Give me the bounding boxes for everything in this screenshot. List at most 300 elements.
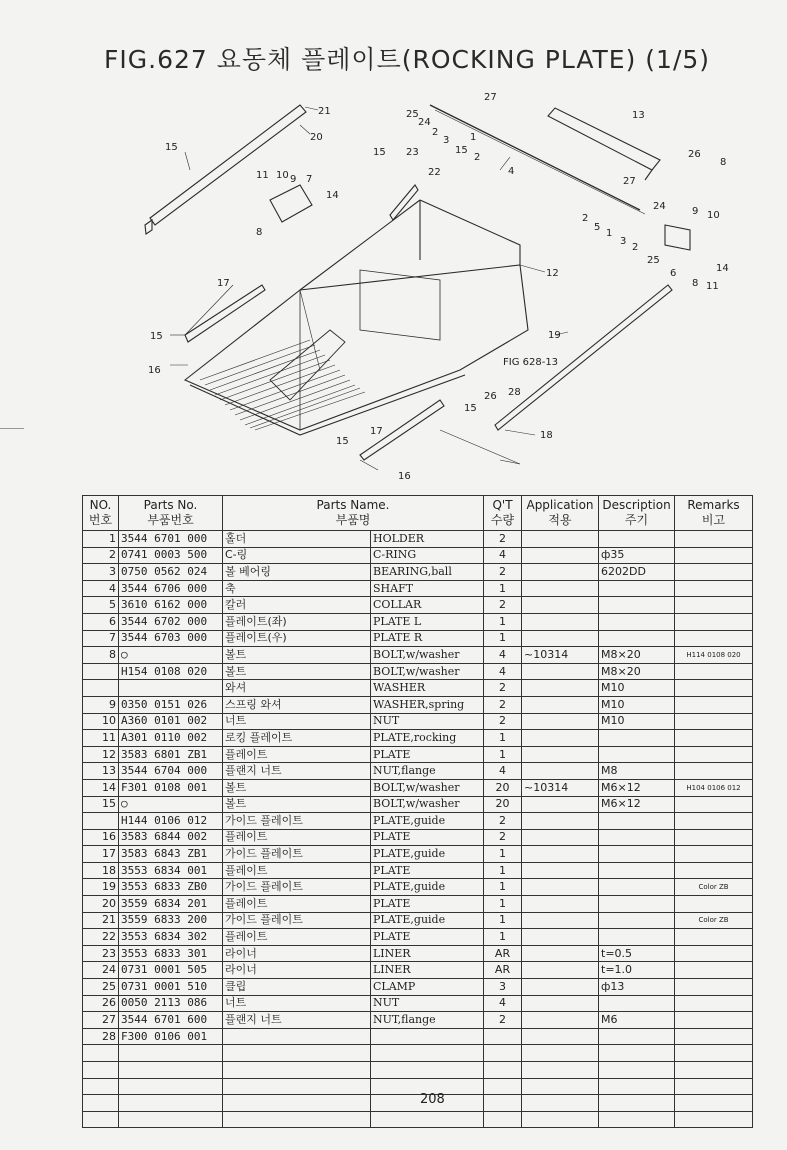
quantity: 1 — [484, 912, 522, 929]
part-name-kr: 볼트 — [223, 796, 371, 813]
row-number: 10 — [83, 713, 119, 730]
part-name-kr: 라이너 — [223, 962, 371, 979]
description — [599, 630, 675, 647]
callout-26b: 26 — [484, 391, 497, 402]
part-number: 3583 6843 ZB1 — [119, 846, 223, 863]
table-row — [83, 1045, 753, 1062]
row-number: 21 — [83, 912, 119, 929]
table-row — [83, 730, 753, 747]
callout-8c: 8 — [692, 278, 699, 289]
row-number: 17 — [83, 846, 119, 863]
table-row — [83, 613, 753, 630]
description: t=0.5 — [599, 945, 675, 962]
description — [599, 813, 675, 830]
part-number: ○ — [119, 647, 223, 664]
part-name-kr: 와셔 — [223, 680, 371, 697]
part-number: H144 0106 012 — [119, 813, 223, 830]
remarks — [675, 630, 753, 647]
description — [599, 912, 675, 929]
part-name-en: SHAFT — [371, 580, 484, 597]
description: M10 — [599, 696, 675, 713]
part-name-en: BOLT,w/washer — [371, 663, 484, 680]
remarks: H104 0106 012 — [675, 779, 753, 796]
part-number: F300 0106 001 — [119, 1028, 223, 1045]
callout-21: 21 — [318, 106, 331, 117]
callout-6: 6 — [670, 268, 677, 279]
exploded-parts-diagram — [0, 80, 787, 500]
row-number — [83, 1062, 119, 1079]
quantity: 1 — [484, 613, 522, 630]
quantity: 2 — [484, 813, 522, 830]
application — [522, 945, 599, 962]
remarks — [675, 846, 753, 863]
callout-27: 27 — [484, 92, 497, 103]
description: M8 — [599, 763, 675, 780]
part-name-kr: 스프링 와셔 — [223, 696, 371, 713]
part-name-en: BOLT,w/washer — [371, 647, 484, 664]
application — [522, 1045, 599, 1062]
callout-26: 26 — [688, 149, 701, 160]
description: ф35 — [599, 547, 675, 564]
row-number: 6 — [83, 613, 119, 630]
table-row — [83, 564, 753, 581]
remarks — [675, 962, 753, 979]
callout-15c: 15 — [373, 147, 386, 158]
quantity — [484, 1095, 522, 1112]
callout-14b: 14 — [716, 263, 729, 274]
part-name-kr: 플레이트 — [223, 829, 371, 846]
part-name-en: BOLT,w/washer — [371, 796, 484, 813]
callout-3: 3 — [443, 135, 450, 146]
quantity: 1 — [484, 580, 522, 597]
part-name-kr: 플레이트 — [223, 896, 371, 913]
application — [522, 730, 599, 747]
remarks — [675, 896, 753, 913]
remarks — [675, 995, 753, 1012]
application — [522, 879, 599, 896]
application — [522, 696, 599, 713]
description — [599, 1111, 675, 1128]
part-name-en: PLATE,guide — [371, 846, 484, 863]
part-name-kr — [223, 1045, 371, 1062]
callout-15: 15 — [165, 142, 178, 153]
part-name-en: PLATE L — [371, 613, 484, 630]
part-number: 3553 6833 301 — [119, 945, 223, 962]
part-name-en: PLATE,guide — [371, 879, 484, 896]
callout-18: 18 — [540, 430, 553, 441]
application — [522, 580, 599, 597]
table-row — [83, 746, 753, 763]
description — [599, 995, 675, 1012]
callout-25: 25 — [406, 109, 419, 120]
callout-8: 8 — [256, 227, 263, 238]
part-name-en: NUT,flange — [371, 1012, 484, 1029]
quantity: 2 — [484, 1012, 522, 1029]
remarks — [675, 1062, 753, 1079]
callout-13: 13 — [632, 110, 645, 121]
application — [522, 912, 599, 929]
description — [599, 580, 675, 597]
row-number: 7 — [83, 630, 119, 647]
part-name-kr: 가이드 플레이트 — [223, 813, 371, 830]
part-number — [119, 1078, 223, 1095]
description: M6×12 — [599, 779, 675, 796]
remarks — [675, 713, 753, 730]
part-name-en: COLLAR — [371, 597, 484, 614]
row-number — [83, 813, 119, 830]
quantity: 2 — [484, 564, 522, 581]
row-number — [83, 1045, 119, 1062]
quantity: 4 — [484, 547, 522, 564]
parts-table — [82, 495, 753, 1128]
application — [522, 763, 599, 780]
row-number: 28 — [83, 1028, 119, 1045]
remarks — [675, 663, 753, 680]
part-name-kr: 플레이트 — [223, 746, 371, 763]
part-number: 3583 6844 002 — [119, 829, 223, 846]
callout-16: 16 — [148, 365, 161, 376]
application — [522, 746, 599, 763]
part-name-en: PLATE R — [371, 630, 484, 647]
remarks — [675, 945, 753, 962]
remarks — [675, 746, 753, 763]
part-name-en: PLATE — [371, 862, 484, 879]
table-row — [83, 663, 753, 680]
description — [599, 531, 675, 548]
row-number: 27 — [83, 1012, 119, 1029]
application — [522, 829, 599, 846]
quantity: 2 — [484, 597, 522, 614]
quantity: 2 — [484, 696, 522, 713]
table-header — [83, 496, 753, 531]
part-name-kr: 플레이트 — [223, 929, 371, 946]
callout-1: 1 — [470, 132, 477, 143]
part-number: 3553 6834 302 — [119, 929, 223, 946]
remarks — [675, 1078, 753, 1095]
table-row — [83, 547, 753, 564]
part-name-kr: 홀더 — [223, 531, 371, 548]
part-number — [119, 1111, 223, 1128]
parts-table-body — [83, 531, 753, 1128]
part-name-en: WASHER — [371, 680, 484, 697]
callout-23: 23 — [406, 147, 419, 158]
description — [599, 1045, 675, 1062]
part-number: 0350 0151 026 — [119, 696, 223, 713]
part-name-kr: 가이드 플레이트 — [223, 846, 371, 863]
part-number: 3553 6833 ZB0 — [119, 879, 223, 896]
row-number: 22 — [83, 929, 119, 946]
part-number: 3544 6704 000 — [119, 763, 223, 780]
part-number: 3559 6834 201 — [119, 896, 223, 913]
callout-16b: 16 — [398, 471, 411, 482]
part-name-kr: C-링 — [223, 547, 371, 564]
remarks — [675, 813, 753, 830]
table-row — [83, 979, 753, 996]
part-name-kr — [223, 1028, 371, 1045]
part-number: 3610 6162 000 — [119, 597, 223, 614]
row-number — [83, 1078, 119, 1095]
row-number: 23 — [83, 945, 119, 962]
description — [599, 1028, 675, 1045]
part-number — [119, 680, 223, 697]
part-name-kr: 너트 — [223, 713, 371, 730]
row-number: 19 — [83, 879, 119, 896]
table-row — [83, 1062, 753, 1079]
part-name-en: PLATE — [371, 829, 484, 846]
description: M6×12 — [599, 796, 675, 813]
part-name-kr: 플레이트(좌) — [223, 613, 371, 630]
remarks — [675, 531, 753, 548]
application — [522, 531, 599, 548]
part-number: 0731 0001 505 — [119, 962, 223, 979]
part-name-kr: 가이드 플레이트 — [223, 912, 371, 929]
remarks — [675, 547, 753, 564]
remarks — [675, 1012, 753, 1029]
part-number — [119, 1045, 223, 1062]
application — [522, 547, 599, 564]
part-name-kr: 로킹 플레이트 — [223, 730, 371, 747]
application — [522, 564, 599, 581]
callout-11: 11 — [256, 170, 269, 181]
table-row — [83, 531, 753, 548]
callout-22: 22 — [428, 167, 441, 178]
quantity: 4 — [484, 663, 522, 680]
table-row — [83, 1078, 753, 1095]
part-number: 3544 6701 000 — [119, 531, 223, 548]
table-row — [83, 680, 753, 697]
quantity: 2 — [484, 713, 522, 730]
quantity: 1 — [484, 929, 522, 946]
page-number: 208 — [420, 1092, 445, 1107]
part-name-en: CLAMP — [371, 979, 484, 996]
part-number: 0750 0562 024 — [119, 564, 223, 581]
part-name-en — [371, 1045, 484, 1062]
table-row — [83, 879, 753, 896]
application — [522, 680, 599, 697]
callout-17b: 17 — [370, 426, 383, 437]
part-name-kr: 라이너 — [223, 945, 371, 962]
table-row — [83, 1111, 753, 1128]
callout-3b: 3 — [620, 236, 627, 247]
remarks — [675, 796, 753, 813]
row-number: 3 — [83, 564, 119, 581]
row-number — [83, 1095, 119, 1112]
description — [599, 929, 675, 946]
part-name-en: NUT — [371, 713, 484, 730]
callout-15f: 15 — [336, 436, 349, 447]
application — [522, 630, 599, 647]
part-name-kr — [223, 1111, 371, 1128]
remarks — [675, 862, 753, 879]
part-number: 3544 6702 000 — [119, 613, 223, 630]
description: M10 — [599, 713, 675, 730]
quantity: 20 — [484, 779, 522, 796]
description — [599, 1078, 675, 1095]
remarks — [675, 597, 753, 614]
quantity: 1 — [484, 896, 522, 913]
callout-25b: 25 — [647, 255, 660, 266]
callout-11b: 11 — [706, 281, 719, 292]
part-number: ○ — [119, 796, 223, 813]
quantity — [484, 1045, 522, 1062]
quantity: 4 — [484, 763, 522, 780]
part-name-en: NUT — [371, 995, 484, 1012]
part-name-kr: 클립 — [223, 979, 371, 996]
callout-2d: 2 — [632, 242, 639, 253]
application — [522, 896, 599, 913]
callout-7: 7 — [306, 174, 313, 185]
header-description: Description 주기 — [599, 496, 675, 531]
part-name-en: BEARING,ball — [371, 564, 484, 581]
table-row — [83, 1012, 753, 1029]
row-number: 20 — [83, 896, 119, 913]
part-number: A301 0110 002 — [119, 730, 223, 747]
callout-2: 2 — [432, 127, 439, 138]
part-number — [119, 1095, 223, 1112]
application — [522, 1078, 599, 1095]
part-name-en: LINER — [371, 945, 484, 962]
remarks — [675, 1111, 753, 1128]
table-row — [83, 763, 753, 780]
part-name-kr — [223, 1078, 371, 1095]
description — [599, 730, 675, 747]
header-parts-name: Parts Name. 부품명 — [223, 496, 484, 531]
part-name-en — [371, 1028, 484, 1045]
part-name-kr: 볼 베어링 — [223, 564, 371, 581]
callout-ref: FIG 628-13 — [503, 357, 559, 368]
part-name-en — [371, 1111, 484, 1128]
callout-24b: 24 — [653, 201, 666, 212]
description — [599, 1062, 675, 1079]
quantity: 2 — [484, 829, 522, 846]
description — [599, 862, 675, 879]
application — [522, 713, 599, 730]
part-name-en: HOLDER — [371, 531, 484, 548]
table-row — [83, 995, 753, 1012]
remarks — [675, 613, 753, 630]
part-number: 3559 6833 200 — [119, 912, 223, 929]
part-number: 3544 6706 000 — [119, 580, 223, 597]
description: 6202DD — [599, 564, 675, 581]
callout-8b: 8 — [720, 157, 727, 168]
row-number — [83, 680, 119, 697]
row-number: 26 — [83, 995, 119, 1012]
remarks — [675, 564, 753, 581]
table-row — [83, 962, 753, 979]
part-name-kr: 볼트 — [223, 663, 371, 680]
quantity — [484, 1062, 522, 1079]
callout-2c: 2 — [582, 213, 589, 224]
quantity: AR — [484, 945, 522, 962]
remarks: Color ZB — [675, 912, 753, 929]
quantity: 3 — [484, 979, 522, 996]
callout-14: 14 — [326, 190, 339, 201]
page-title: FIG.627 요동체 플레이트(ROCKING PLATE) (1/5) — [104, 45, 711, 74]
callout-2b: 2 — [474, 152, 481, 163]
application — [522, 796, 599, 813]
application — [522, 846, 599, 863]
row-number — [83, 1111, 119, 1128]
description — [599, 597, 675, 614]
table-row — [83, 796, 753, 813]
part-number: 0050 2113 086 — [119, 995, 223, 1012]
part-name-en: NUT,flange — [371, 763, 484, 780]
application — [522, 613, 599, 630]
table-row — [83, 829, 753, 846]
quantity: 2 — [484, 680, 522, 697]
callout-5: 5 — [594, 222, 601, 233]
row-number: 18 — [83, 862, 119, 879]
quantity: 1 — [484, 746, 522, 763]
quantity: 1 — [484, 630, 522, 647]
table-row — [83, 846, 753, 863]
table-row — [83, 929, 753, 946]
part-number: 3553 6834 001 — [119, 862, 223, 879]
part-name-en: PLATE — [371, 746, 484, 763]
table-row — [83, 813, 753, 830]
callout-15e: 15 — [464, 403, 477, 414]
application — [522, 862, 599, 879]
callout-24: 24 — [418, 117, 431, 128]
description — [599, 879, 675, 896]
callout-28: 28 — [508, 387, 521, 398]
part-name-kr: 축 — [223, 580, 371, 597]
part-name-en: C-RING — [371, 547, 484, 564]
header-parts-no: Parts No. 부품번호 — [119, 496, 223, 531]
row-number: 11 — [83, 730, 119, 747]
part-name-en: WASHER,spring — [371, 696, 484, 713]
row-number: 5 — [83, 597, 119, 614]
callout-15d: 15 — [150, 331, 163, 342]
application — [522, 813, 599, 830]
remarks — [675, 580, 753, 597]
part-number: 0741 0003 500 — [119, 547, 223, 564]
callout-10b: 10 — [707, 210, 720, 221]
part-name-en — [371, 1062, 484, 1079]
part-name-kr: 플레이트 — [223, 862, 371, 879]
row-number: 25 — [83, 979, 119, 996]
row-number: 2 — [83, 547, 119, 564]
remarks — [675, 763, 753, 780]
table-row — [83, 630, 753, 647]
table-row — [83, 713, 753, 730]
application — [522, 1095, 599, 1112]
part-name-kr: 플레이트(우) — [223, 630, 371, 647]
application — [522, 1111, 599, 1128]
quantity: 1 — [484, 730, 522, 747]
remarks — [675, 730, 753, 747]
part-name-kr: 너트 — [223, 995, 371, 1012]
table-row — [83, 862, 753, 879]
table-row — [83, 1095, 753, 1112]
remarks — [675, 1045, 753, 1062]
description: M6 — [599, 1012, 675, 1029]
part-name-kr: 플랜지 너트 — [223, 1012, 371, 1029]
remarks — [675, 979, 753, 996]
quantity: 4 — [484, 995, 522, 1012]
part-name-kr — [223, 1095, 371, 1112]
application — [522, 962, 599, 979]
remarks — [675, 829, 753, 846]
table-row — [83, 580, 753, 597]
table-row — [83, 945, 753, 962]
part-number: A360 0101 002 — [119, 713, 223, 730]
callout-20: 20 — [310, 132, 323, 143]
part-name-kr: 칼러 — [223, 597, 371, 614]
row-number: 9 — [83, 696, 119, 713]
application — [522, 929, 599, 946]
part-number: 3583 6801 ZB1 — [119, 746, 223, 763]
